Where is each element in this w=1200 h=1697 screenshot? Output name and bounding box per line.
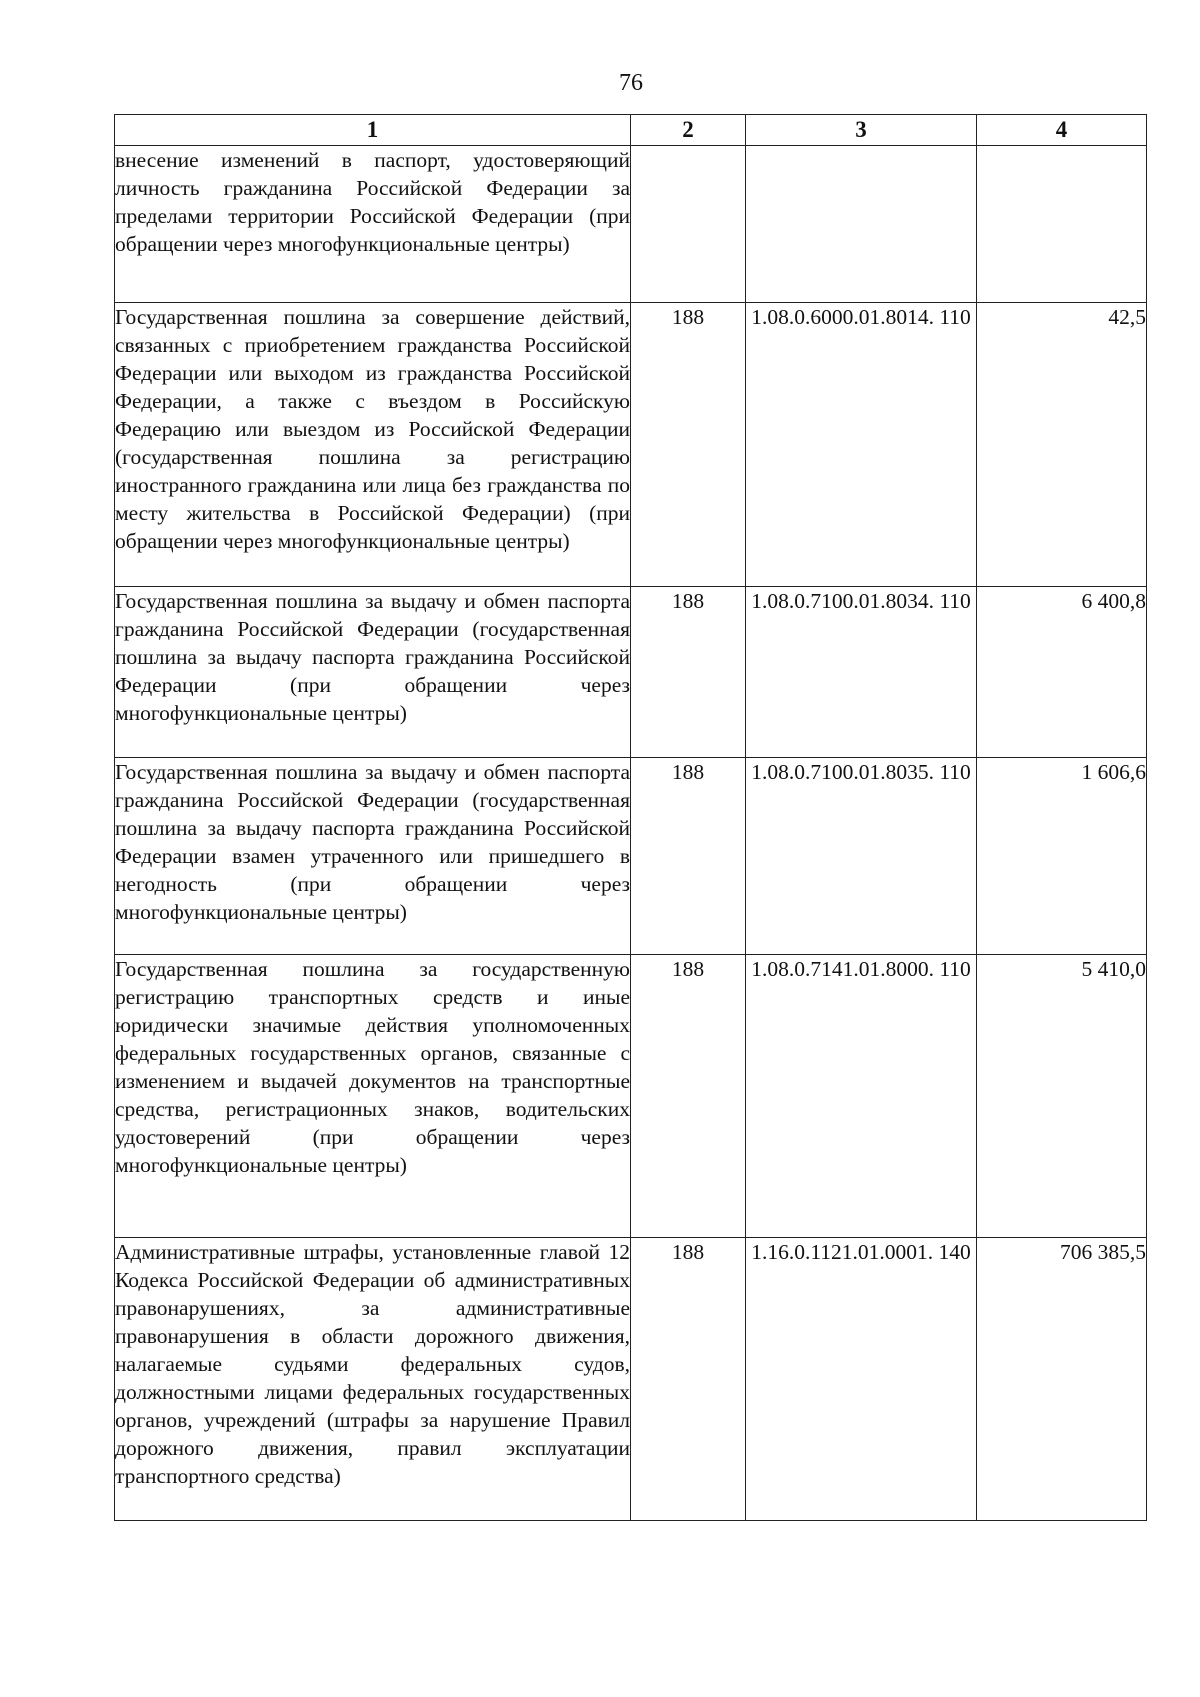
row-admin-code: 188 (631, 587, 746, 758)
table-row (115, 955, 1147, 1238)
row-admin-code: 188 (631, 758, 746, 955)
row-description: Административные штрафы, установленные главой 12 Кодекса Российской Федерации об административных правонарушениях, за административные правонарушения в области дорожного движения, налагаемые судьями федеральных судов, должностными лицами федеральных государственных органов, учреждений (штрафы за нарушение Правил дорожного движения, правил эксплуатации транспортного средства) (115, 1238, 631, 1521)
table-row (115, 587, 1147, 758)
row-admin-code: 188 (631, 303, 746, 587)
revenue-table (114, 114, 1147, 1521)
row-description: Государственная пошлина за выдачу и обмен паспорта гражданина Российской Федерации (государственная пошлина за выдачу паспорта гражданина Российской Федерации (при обращении через многофункциональные центры) (115, 587, 631, 758)
row-admin-code (631, 146, 746, 303)
table-row (115, 758, 1147, 955)
column-header-1: 1 (115, 115, 631, 146)
row-amount: 42,5 (977, 303, 1147, 587)
row-budget-code: 1.08.0.7141.01.8000. 110 (746, 955, 977, 1238)
page-number: 76 (619, 70, 643, 96)
row-description: Государственная пошлина за выдачу и обмен паспорта гражданина Российской Федерации (государственная пошлина за выдачу паспорта гражданина Российской Федерации взамен утраченного или пришедшего в негодность (при обращении через многофункциональные центры) (115, 758, 631, 955)
table-row (115, 1238, 1147, 1521)
row-budget-code: 1.08.0.7100.01.8035. 110 (746, 758, 977, 955)
table-body (115, 146, 1147, 1521)
row-description: внесение изменений в паспорт, удостоверяющий личность гражданина Российской Федерации за пределами территории Российской Федерации (при обращении через многофункциональные центры) (115, 146, 631, 303)
row-budget-code (746, 146, 977, 303)
row-budget-code: 1.08.0.6000.01.8014. 110 (746, 303, 977, 587)
row-budget-code: 1.16.0.1121.01.0001. 140 (746, 1238, 977, 1521)
column-header-4: 4 (977, 115, 1147, 146)
row-budget-code: 1.08.0.7100.01.8034. 110 (746, 587, 977, 758)
column-header-2: 2 (631, 115, 746, 146)
row-amount: 706 385,5 (977, 1238, 1147, 1521)
table-header (115, 115, 1147, 146)
row-amount: 5 410,0 (977, 955, 1147, 1238)
row-description: Государственная пошлина за совершение действий, связанных с приобретением гражданства Российской Федерации или выходом из гражданства Российской Федерации, а также с въездом в Российскую Федерацию или выездом из Российской Федерации (государственная пошлина за регистрацию иностранного гражданина или лица без гражданства по месту жительства в Российской Федерации) (при обращении через многофункциональные центры) (115, 303, 631, 587)
table-row (115, 303, 1147, 587)
row-admin-code: 188 (631, 1238, 746, 1521)
column-header-3: 3 (746, 115, 977, 146)
table-row (115, 146, 1147, 303)
row-amount (977, 146, 1147, 303)
row-admin-code: 188 (631, 955, 746, 1238)
row-amount: 6 400,8 (977, 587, 1147, 758)
row-amount: 1 606,6 (977, 758, 1147, 955)
row-description: Государственная пошлина за государственную регистрацию транспортных средств и иные юридически значимые действия уполномоченных федеральных государственных органов, связанные с изменением и выдачей документов на транспортные средства, регистрационных знаков, водительских удостоверений (при обращении через многофункциональные центры) (115, 955, 631, 1238)
